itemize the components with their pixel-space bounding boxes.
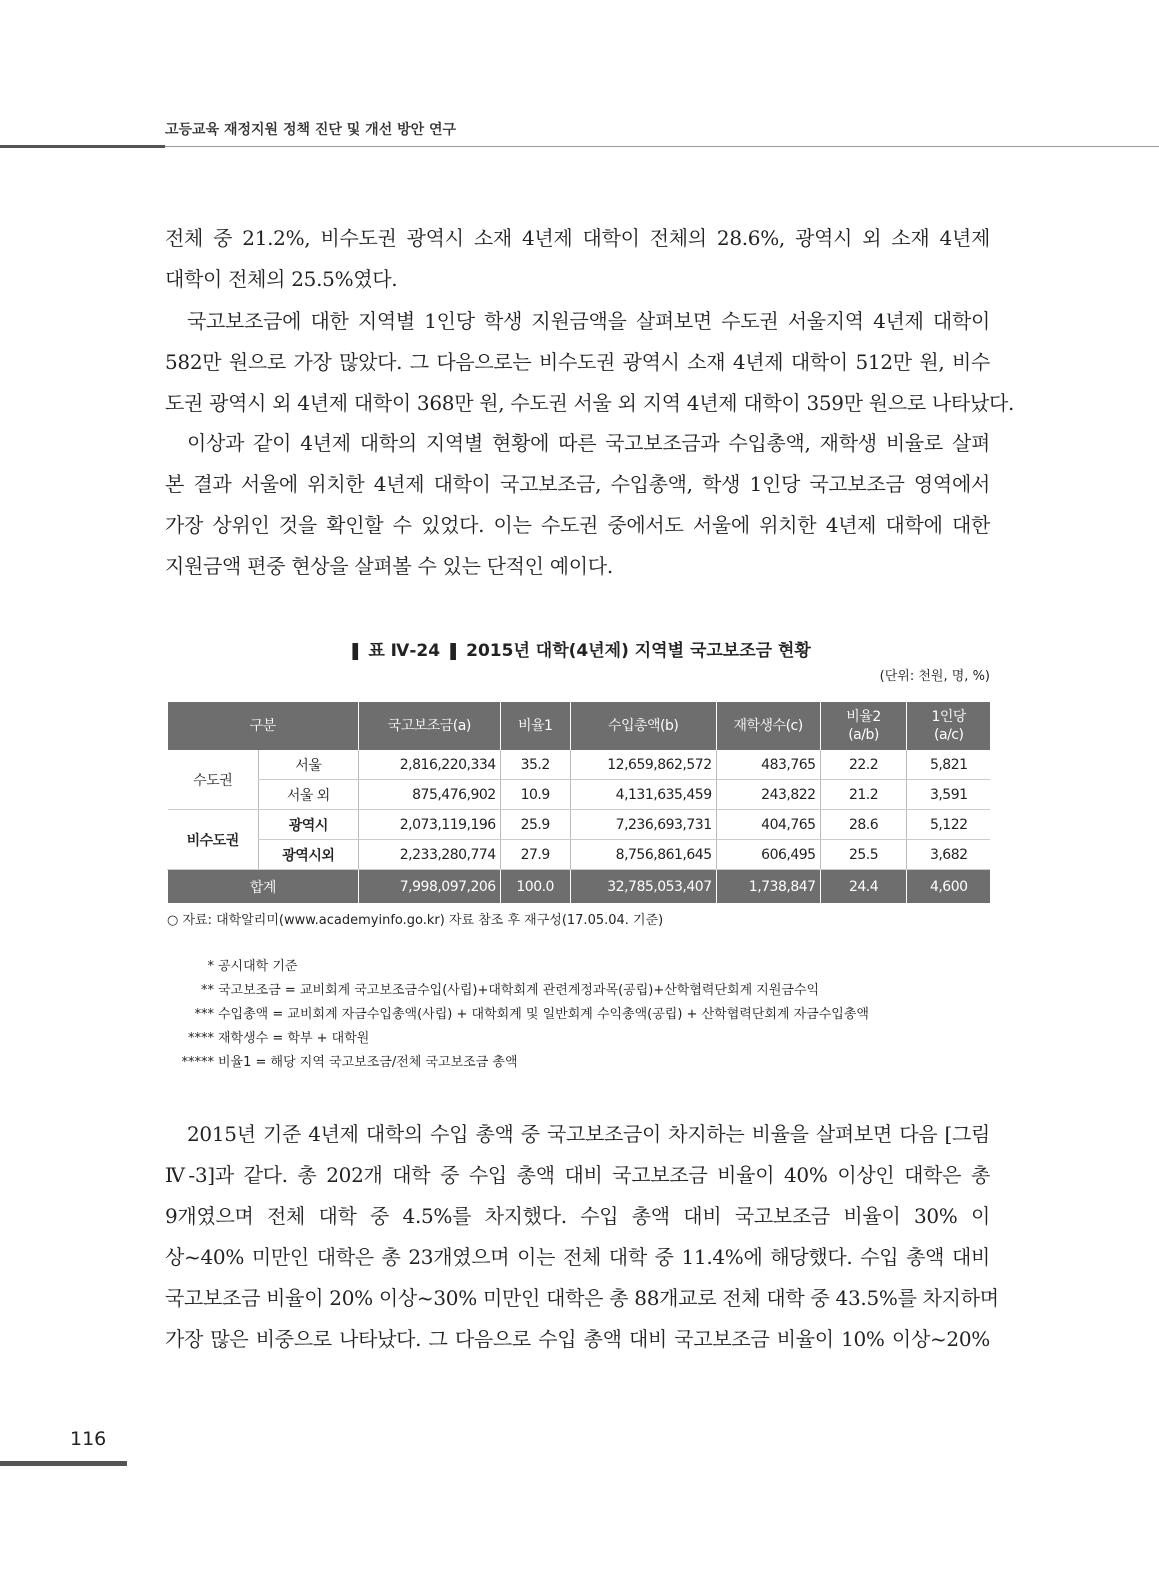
value-cell: 25.9 (500, 810, 570, 840)
text-line: 국고보조금에 대한 지역별 1인당 학생 지원금액을 살펴보면 수도권 서울지역 4년제 대학이 (187, 309, 990, 333)
note-mark: *** (194, 1007, 214, 1022)
page-number: 116 (70, 1428, 107, 1450)
col-header: 구분 (168, 702, 359, 750)
total-cell: 32,785,053,407 (570, 870, 716, 904)
note-mark: **** (188, 1031, 214, 1046)
region-cell: 서울 외 (258, 780, 358, 810)
table-notes (172, 955, 869, 1075)
value-cell: 4,131,635,459 (570, 780, 716, 810)
total-cell: 1,738,847 (716, 870, 820, 904)
note-line (172, 1051, 869, 1075)
col-header: 비율1 (500, 702, 570, 750)
region-group-cell: 수도권 (168, 750, 259, 810)
note-line (172, 955, 869, 979)
note-mark: ***** (181, 1055, 214, 1070)
data-table (167, 702, 990, 903)
table-source: ○ 자료: 대학알리미(www.academyinfo.go.kr) 자료 참조 후 재구성(17.05.04. 기준) (167, 913, 664, 928)
value-cell: 21.2 (820, 780, 907, 810)
value-cell: 3,682 (907, 840, 990, 870)
value-cell: 2,233,280,774 (358, 840, 500, 870)
value-cell: 25.5 (820, 840, 907, 870)
table-row (168, 750, 991, 780)
value-cell: 3,591 (907, 780, 990, 810)
value-cell: 28.6 (820, 810, 907, 840)
note-line (172, 1003, 869, 1027)
text-line: Ⅳ-3]과 같다. 총 202개 대학 중 수입 총액 대비 국고보조금 비율이 40% 이상인 대학은 총 (165, 1163, 990, 1187)
text-line: 582만 원으로 가장 많았다. 그 다음으로는 비수도권 광역시 소재 4년제 대학이 512만 원, 비수 (165, 350, 990, 374)
total-cell: 7,998,097,206 (358, 870, 500, 904)
note-line (172, 979, 869, 1003)
table-unit: (단위: 천원, 명, %) (879, 669, 990, 684)
header-rule-accent (0, 145, 165, 148)
value-cell: 243,822 (716, 780, 820, 810)
value-cell: 7,236,693,731 (570, 810, 716, 840)
note-mark: ** (201, 983, 214, 998)
text-line: 가장 많은 비중으로 나타났다. 그 다음으로 수입 총액 대비 국고보조금 비율이 10% 이상~20% (165, 1327, 990, 1351)
value-cell: 2,073,119,196 (358, 810, 500, 840)
text-line: 상~40% 미만인 대학은 총 23개였으며 이는 전체 대학 중 11.4%에 해당했다. 수입 총액 대비 (165, 1245, 990, 1269)
text-line: 도권 광역시 외 4년제 대학이 368만 원, 수도권 서울 외 지역 4년제 대학이 359만 원으로 나타났다. (165, 391, 1015, 415)
total-label: 합계 (168, 870, 359, 904)
region-cell: 광역시외 (258, 840, 358, 870)
region-cell: 광역시 (258, 810, 358, 840)
total-cell: 24.4 (820, 870, 907, 904)
value-cell: 10.9 (500, 780, 570, 810)
text-line: 대학이 전체의 25.5%였다. (165, 267, 398, 291)
text-line: 국고보조금 비율이 20% 이상~30% 미만인 대학은 총 88개교로 전체 대학 중 43.5%를 차지하며 (165, 1286, 999, 1310)
text-line: 9개였으며 전체 대학 중 4.5%를 차지했다. 수입 총액 대비 국고보조금 비율이 30% 이 (165, 1204, 990, 1228)
note-text: 재학생수 = 학부 + 대학원 (218, 1031, 370, 1046)
value-cell: 875,476,902 (358, 780, 500, 810)
paragraph-2 (165, 301, 1015, 424)
text-line: 이상과 같이 4년제 대학의 지역별 현황에 따른 국고보조금과 수입총액, 재학생 비율로 살펴 (187, 431, 990, 455)
note-text: 공시대학 기준 (218, 959, 298, 974)
note-mark: * (207, 959, 214, 974)
table-row (168, 840, 991, 870)
paragraph-1 (165, 218, 990, 300)
note-line (172, 1027, 869, 1051)
col-header: 국고보조금(a) (358, 702, 500, 750)
text-line: 전체 중 21.2%, 비수도권 광역시 소재 4년제 대학이 전체의 28.6%, 광역시 외 소재 4년제 (165, 226, 990, 250)
value-cell: 404,765 (716, 810, 820, 840)
table-row (168, 780, 991, 810)
value-cell: 35.2 (500, 750, 570, 780)
table-header-row (168, 702, 991, 750)
text-line: 본 결과 서울에 위치한 4년제 대학이 국고보조금, 수입총액, 학생 1인당 국고보조금 영역에서 (165, 472, 990, 496)
paragraph-4 (165, 1114, 999, 1360)
col-header: 1인당 (a/c) (907, 702, 990, 750)
total-cell: 4,600 (907, 870, 990, 904)
value-cell: 22.2 (820, 750, 907, 780)
table-total-row (168, 870, 991, 904)
value-cell: 483,765 (716, 750, 820, 780)
value-cell: 12,659,862,572 (570, 750, 716, 780)
note-text: 수입총액 = 교비회계 자금수입총액(사립) + 대학회계 및 일반회계 수익총액(공립) + 산학협력단회계 자금수입총액 (218, 1007, 869, 1022)
value-cell: 5,122 (907, 810, 990, 840)
region-cell: 서울 (258, 750, 358, 780)
running-header: 고등교육 재정지원 정책 진단 및 개선 방안 연구 (165, 122, 457, 138)
header-rule (0, 146, 1159, 147)
note-text: 국고보조금 = 교비회계 국고보조금수입(사립)+대학회계 관련계정과목(공립)+산학협력단회계 지원금수익 (218, 983, 820, 998)
value-cell: 5,821 (907, 750, 990, 780)
note-text: 비율1 = 해당 지역 국고보조금/전체 국고보조금 총액 (218, 1055, 518, 1070)
col-header: 재학생수(c) (716, 702, 820, 750)
region-group-cell: 비수도권 (168, 810, 259, 870)
value-cell: 606,495 (716, 840, 820, 870)
col-header: 수입총액(b) (570, 702, 716, 750)
value-cell: 8,756,861,645 (570, 840, 716, 870)
text-line: 가장 상위인 것을 확인할 수 있었다. 이는 수도권 중에서도 서울에 위치한 4년제 대학에 대한 (165, 513, 990, 537)
table-row (168, 810, 991, 840)
table-title: ❚ 표 Ⅳ-24 ❚ 2015년 대학(4년제) 지역별 국고보조금 현황 (348, 641, 811, 661)
col-header: 비율2 (a/b) (820, 702, 907, 750)
text-line: 2015년 기준 4년제 대학의 수입 총액 중 국고보조금이 차지하는 비율을 살펴보면 다음 [그림 (187, 1122, 990, 1146)
total-cell: 100.0 (500, 870, 570, 904)
footer-rule (0, 1461, 127, 1466)
paragraph-3 (165, 423, 990, 587)
text-line: 지원금액 편중 현상을 살펴볼 수 있는 단적인 예이다. (165, 554, 613, 578)
value-cell: 27.9 (500, 840, 570, 870)
value-cell: 2,816,220,334 (358, 750, 500, 780)
